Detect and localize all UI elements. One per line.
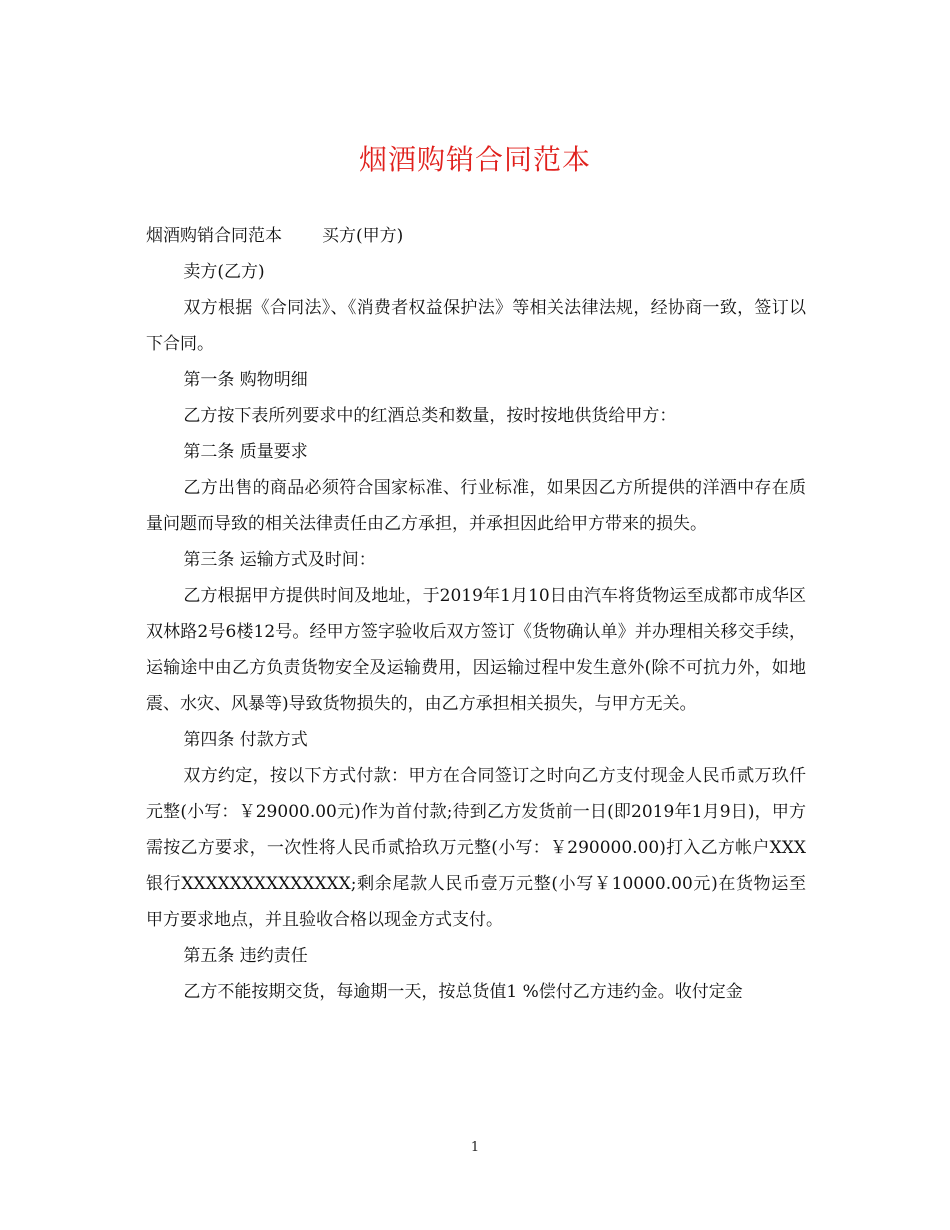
paragraph-intro: 双方根据《合同法》、《消费者权益保护法》等相关法律法规，经协商一致，签订以下合同。 [146,298,806,354]
article-5-text: 乙方不能按期交货，每逾期一天，按总货值1 %偿付乙方违约金。收付定金 [183,982,743,1002]
article-4-text: 双方约定，按以下方式付款：甲方在合同签订之时向乙方支付现金人民币贰万玖仟元整(小写：￥29000.00元)作为首付款;待到乙方发货前一日(即2019年1月9日)，甲方需按乙方要求，一次性将人民币贰拾玖万元整(小写：￥290000.00)打入乙方帐户XXX银行XXXXXXXXXXXXXX;剩余尾款人民币壹万元整(小写￥10000.00元)在货物运至甲方要求地点，并且验收合格以现金方式支付。 [146,766,806,930]
intro-heading: 烟酒购销合同范本 [146,226,282,246]
document-title: 烟酒购销合同范本 [358,143,591,176]
buyer-party: 买方(甲方) [322,226,404,246]
article-2-text: 乙方出售的商品必须符合国家标准、行业标准，如果因乙方所提供的洋酒中存在质量问题而导致的相关法律责任由乙方承担，并承担因此给甲方带来的损失。 [146,478,806,534]
document-body [146,218,806,1010]
article-1-heading: 第一条 购物明细 [183,370,308,390]
seller-party: 卖方(乙方) [183,262,265,282]
page-number: 1 [470,1140,480,1155]
article-5-heading: 第五条 违约责任 [183,946,308,966]
article-3-text: 乙方根据甲方提供时间及地址，于2019年1月10日由汽车将货物运至成都市成华区双林路2号6楼12号。经甲方签字验收后双方签订《货物确认单》并办理相关移交手续，运输途中由乙方负责货物安全及运输费用，因运输过程中发生意外(除不可抗力外，如地震、水灾、风暴等)导致货物损失的，由乙方承担相关损失，与甲方无关。 [146,586,806,714]
intro-line [146,218,806,254]
article-2-heading: 第二条 质量要求 [183,442,308,462]
article-4-heading: 第四条 付款方式 [183,730,308,750]
article-3-heading: 第三条 运输方式及时间： [183,550,376,570]
article-1-text: 乙方按下表所列要求中的红酒总类和数量，按时按地供货给甲方： [183,406,677,426]
